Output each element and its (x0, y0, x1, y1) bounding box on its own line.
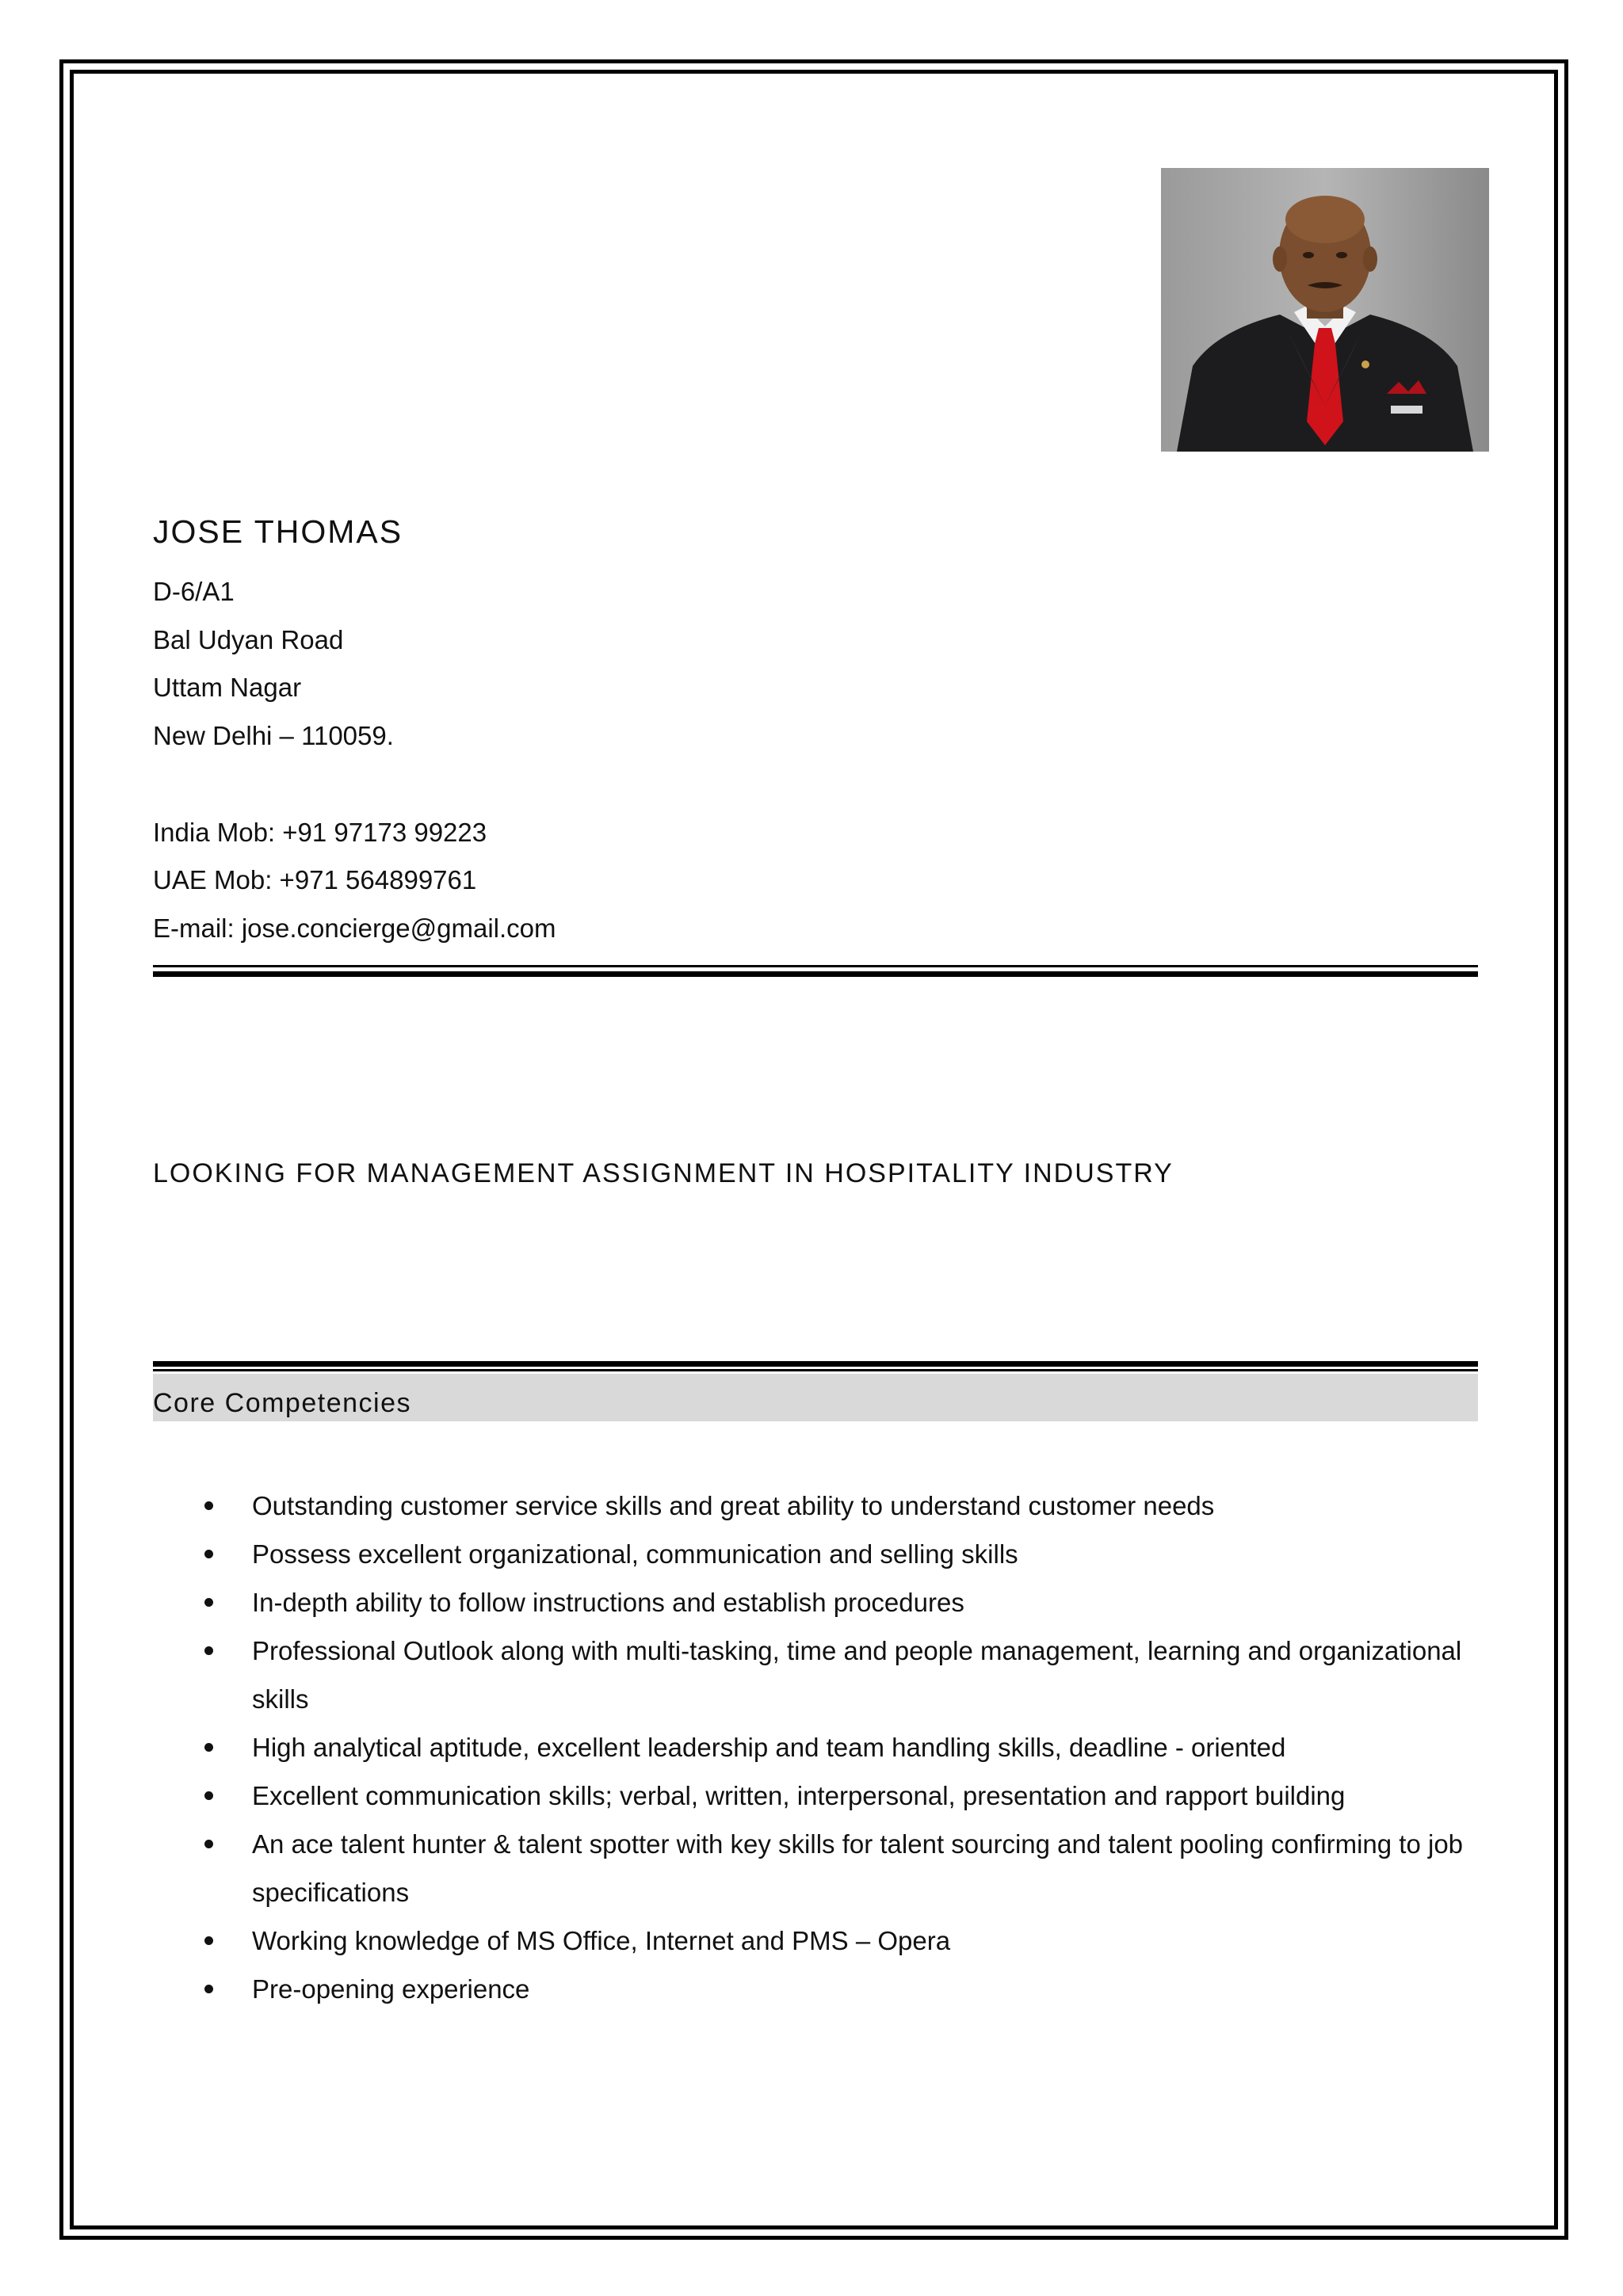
india-mobile: India Mob: +91 97173 99223 (153, 818, 487, 847)
section-title-core-competencies: Core Competencies (153, 1388, 411, 1418)
bullet-dot-icon (204, 1985, 213, 1993)
bullet-dot-icon (204, 1936, 213, 1945)
list-item (198, 1917, 1498, 1965)
header-divider-thin (153, 965, 1478, 967)
bullet-dot-icon (204, 1791, 213, 1800)
list-item (198, 1723, 1498, 1772)
address-line-2: Bal Udyan Road (153, 625, 344, 654)
list-item-text: An ace talent hunter & talent spotter with key skills for talent sourcing and talent pooling confirming to job specifications (252, 1829, 1464, 1907)
address-line-4: New Delhi – 110059. (153, 721, 394, 750)
list-item (198, 1965, 1498, 2013)
bullet-dot-icon (204, 1646, 213, 1655)
list-item (198, 1482, 1498, 1530)
bullet-dot-icon (204, 1598, 213, 1607)
list-item (198, 1772, 1498, 1820)
career-objective: LOOKING FOR MANAGEMENT ASSIGNMENT IN HOSPITALITY INDUSTRY (153, 1158, 1174, 1188)
address-line-3: Uttam Nagar (153, 673, 302, 702)
list-item-text: Possess excellent organizational, communication and selling skills (252, 1539, 1018, 1569)
list-item (198, 1530, 1498, 1578)
address-line-1: D-6/A1 (153, 577, 235, 606)
list-item (198, 1578, 1498, 1627)
bullet-dot-icon (204, 1550, 213, 1558)
core-competencies-list (198, 1482, 1498, 2013)
profile-photo (1161, 168, 1489, 452)
email-address[interactable]: E-mail: jose.concierge@gmail.com (153, 913, 556, 943)
list-item (198, 1820, 1498, 1917)
section-divider-thick (153, 1361, 1478, 1367)
list-item-text: In-depth ability to follow instructions and establish procedures (252, 1588, 964, 1617)
candidate-name: JOSE THOMAS (153, 513, 403, 550)
list-item-text: Professional Outlook along with multi-tasking, time and people management, learning and organizational skills (252, 1636, 1462, 1714)
header-divider-thick (153, 971, 1478, 977)
list-item-text: Working knowledge of MS Office, Internet and PMS – Opera (252, 1926, 951, 1955)
list-item-text: Pre-opening experience (252, 1974, 530, 2004)
bullet-dot-icon (204, 1501, 213, 1510)
uae-mobile: UAE Mob: +971 564899761 (153, 865, 477, 894)
list-item-text: Outstanding customer service skills and great ability to understand customer needs (252, 1491, 1215, 1520)
section-divider-thin (153, 1369, 1478, 1371)
list-item-text: High analytical aptitude, excellent leadership and team handling skills, deadline - oriented (252, 1733, 1286, 1762)
list-item-text: Excellent communication skills; verbal, written, interpersonal, presentation and rapport building (252, 1781, 1346, 1810)
bullet-dot-icon (204, 1840, 213, 1848)
profile-photo-illustration (1161, 168, 1489, 452)
list-item (198, 1627, 1498, 1723)
bullet-dot-icon (204, 1743, 213, 1752)
